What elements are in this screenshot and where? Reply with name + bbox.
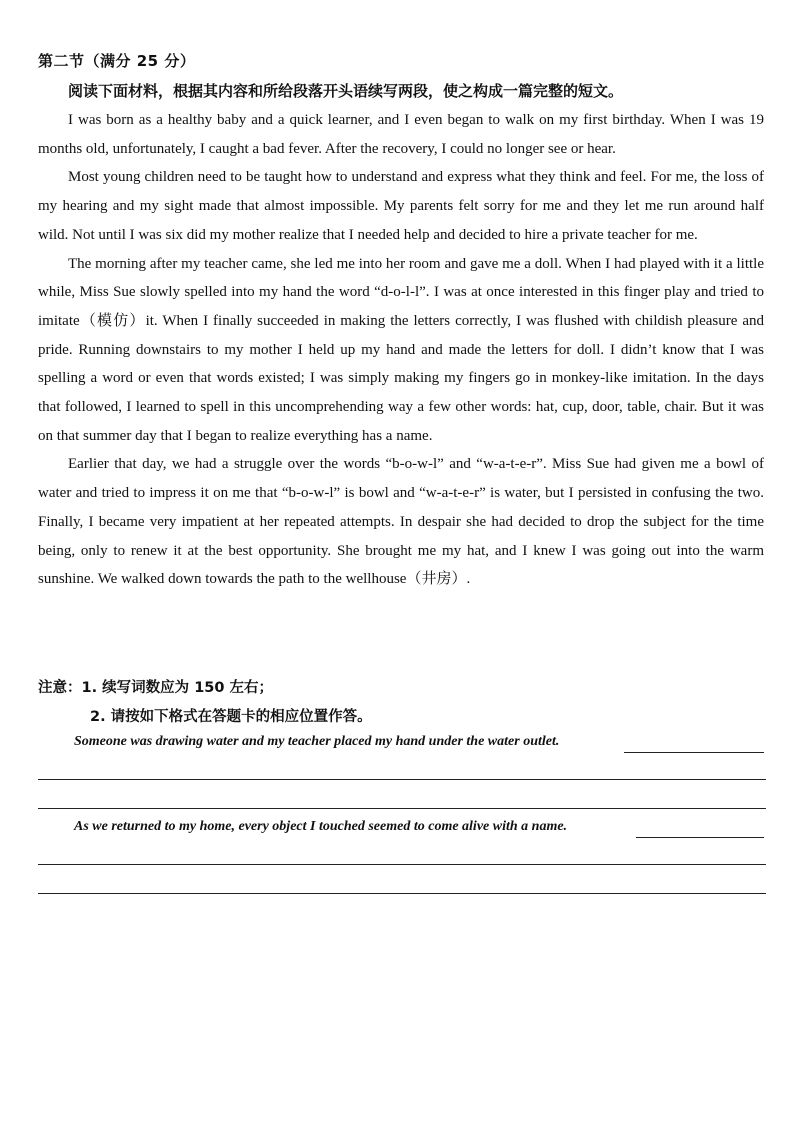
answer-blank-2[interactable]	[636, 837, 764, 838]
task-instruction: 阅读下面材料，根据其内容和所给段落开头语续写两段，使之构成一篇完整的短文。	[68, 82, 624, 100]
story-text	[38, 106, 764, 594]
story-paragraph-3: The morning after my teacher came, she led me into her room and gave me a doll. When I had played with it a little while, Miss Sue slowly spelled into my hand the word “d-o-l-l”. I was at once interested in this finger play and tried to imitate（模仿）it. When I finally succeeded in making the letters correctly, I was flushed with childish pleasure and pride. Running downstairs to my mother I held up my hand and made the letters for doll. I didn’t know that I was spelling a word or even that words existed; I was simply making my fingers go in monkey-like imitation. In the days that followed, I learned to spell in this uncomprehending way a few other words: hat, cup, door, table, chair. But it was on that summer day that I began to realize everything has a name.	[38, 255, 764, 444]
note-answer-format: 2. 请按如下格式在答题卡的相应位置作答。	[90, 709, 372, 725]
answer-line[interactable]	[38, 808, 766, 809]
note-word-count: 注意：1. 续写词数应为 150 左右；	[38, 680, 274, 696]
answer-blank-1[interactable]	[624, 752, 764, 753]
story-paragraph-2: Most young children need to be taught how to understand and express what they think and feel. For me, the loss of my hearing and my sight made that almost impossible. My parents felt sorry for me and they let me run around half wild. Not until I was six did my mother realize that I needed help and decided to hire a private teacher for me.	[38, 169, 764, 243]
notes-block	[38, 674, 372, 732]
continuation-prompt-2: As we returned to my home, every object I touched seemed to come alive with a name.	[74, 819, 568, 834]
answer-line[interactable]	[38, 779, 766, 780]
continuation-prompt-1: Someone was drawing water and my teacher placed my hand under the water outlet.	[74, 734, 560, 749]
answer-line[interactable]	[38, 893, 766, 894]
story-paragraph-4: Earlier that day, we had a struggle over the words “b-o-w-l” and “w-a-t-e-r”. Miss Sue had given me a bowl of water and tried to impress it on me that “b-o-w-l” is bowl and “w-a-t-e-r” is water, but I persisted in confusing the two. Finally, I became very impatient at her repeated attempts. In despair she had decided to drop the subject for the time being, only to renew it at the best opportunity. She brought me my hat, and I knew I was going out into the warm sunshine. We walked down towards the path to the wellhouse（井房）.	[38, 456, 764, 588]
answer-line[interactable]	[38, 864, 766, 865]
section-title: 第二节（满分 25 分）	[38, 52, 196, 70]
story-paragraph-1: I was born as a healthy baby and a quick learner, and I even began to walk on my first birthday. When I was 19 months old, unfortunately, I caught a bad fever. After the recovery, I could no longer see or hear.	[38, 112, 764, 157]
